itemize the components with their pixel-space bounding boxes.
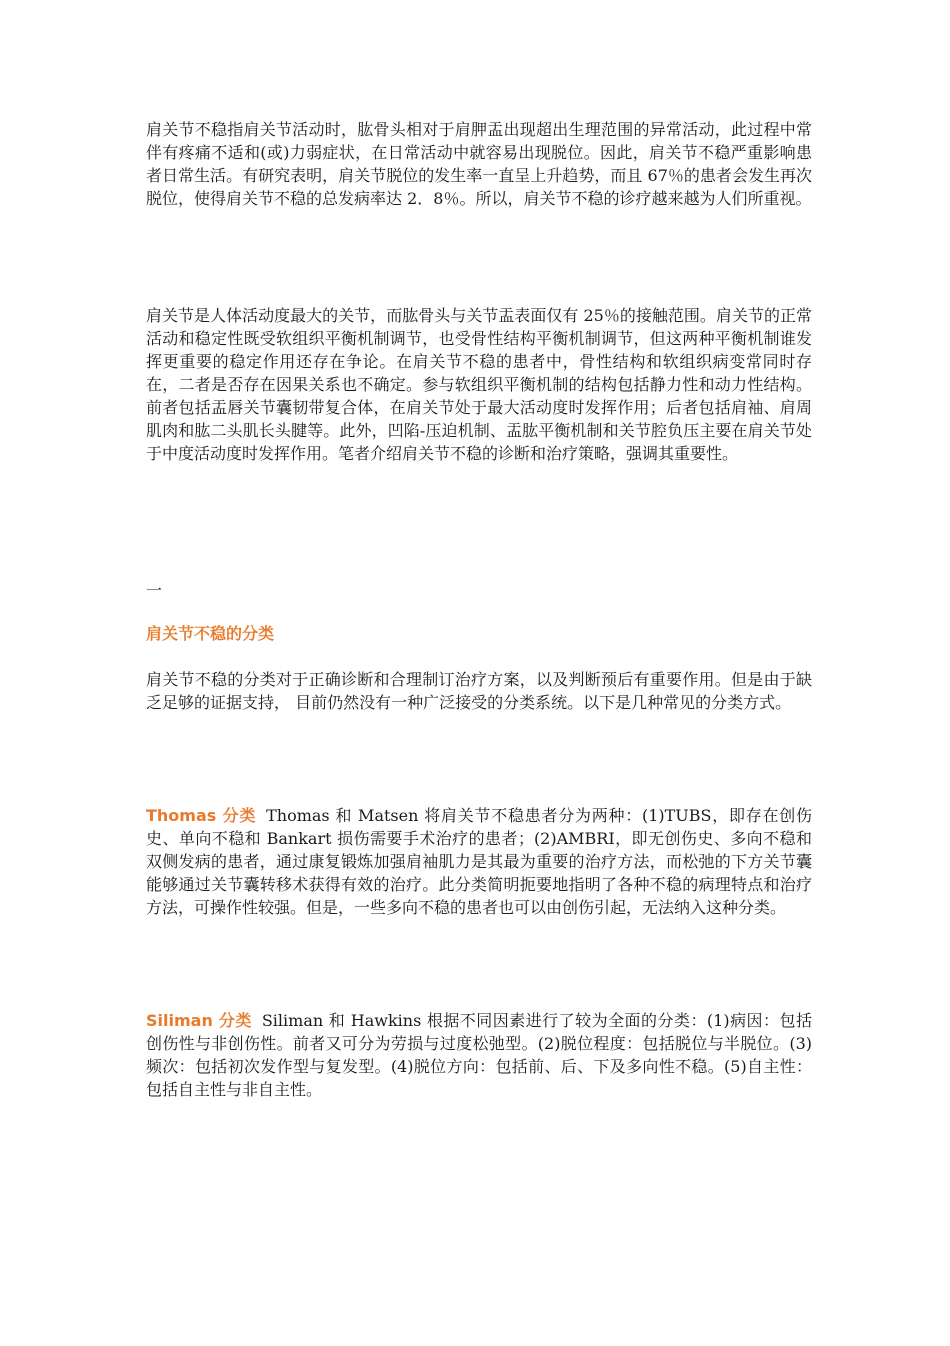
- siliman-classification-text: Siliman 和 Hawkins 根据不同因素进行了较为全面的分类：(1)病因：包括创伤性与非创伤性。前者又可分为劳损与过度松弛型。(2)脱位程度：包括脱位与半脱位。(3)频次：包括初次发作型与复发型。(4)脱位方向：包括前、后、下及多向性不稳。(5)自主性：包括自主性与非自主性。: [146, 1011, 812, 1099]
- siliman-classification-heading: Siliman 分类: [146, 1011, 252, 1030]
- classification-intro-paragraph: 肩关节不稳的分类对于正确诊断和合理制订治疗方案，以及判断预后有重要作用。但是由于缺乏足够的证据支持， 目前仍然没有一种广泛接受的分类系统。以下是几种常见的分类方式。: [146, 670, 812, 712]
- intro-paragraph: 肩关节不稳指肩关节活动时，肱骨头相对于肩胛盂出现超出生理范围的异常活动，此过程中常伴有疼痛不适和(或)力弱症状，在日常活动中就容易出现脱位。因此，肩关节不稳严重影响患者日常生活。有研究表明，肩关节脱位的发生率一直呈上升趋势，而且 67％的患者会发生再次脱位，使得肩关节不稳的总发病率达 2．8％。所以，肩关节不稳的诊疗越来越为人们所重视。: [146, 120, 812, 208]
- background-paragraph: 肩关节是人体活动度最大的关节，而肱骨头与关节盂表面仅有 25％的接触范围。肩关节的正常活动和稳定性既受软组织平衡机制调节，也受骨性结构平衡机制调节，但这两种平衡机制谁发挥更重要的稳定作用还存在争论。在肩关节不稳的患者中，骨性结构和软组织病变常同时存在，二者是否存在因果关系也不确定。参与软组织平衡机制的结构包括静力性和动力性结构。前者包括盂唇关节囊韧带复合体，在肩关节处于最大活动度时发挥作用；后者包括肩袖、肩周肌肉和肱二头肌长头腱等。此外，凹陷-压迫机制、盂肱平衡机制和关节腔负压主要在肩关节处于中度活动度时发挥作用。笔者介绍肩关节不稳的诊断和治疗策略，强调其重要性。: [146, 306, 812, 463]
- thomas-classification-paragraph: [146, 804, 812, 919]
- thomas-classification-text: Thomas 和 Matsen 将肩关节不稳患者分为两种：(1)TUBS，即存在创伤史、单向不稳和 Bankart 损伤需要手术治疗的患者；(2)AMBRI，即无创伤史、多向不稳和双侧发病的患者，通过康复锻炼加强肩袖肌力是其最为重要的治疗方法，而松弛的下方关节囊能够通过关节囊转移术获得有效的治疗。此分类简明扼要地指明了各种不稳的病理特点和治疗方法，可操作性较强。但是，一些多向不稳的患者也可以由创伤引起，无法纳入这种分类。: [146, 806, 812, 917]
- section-number: 一: [146, 581, 163, 600]
- section-title: 肩关节不稳的分类: [146, 624, 275, 643]
- thomas-classification-heading: Thomas 分类: [146, 806, 257, 825]
- siliman-classification-paragraph: [146, 1009, 812, 1101]
